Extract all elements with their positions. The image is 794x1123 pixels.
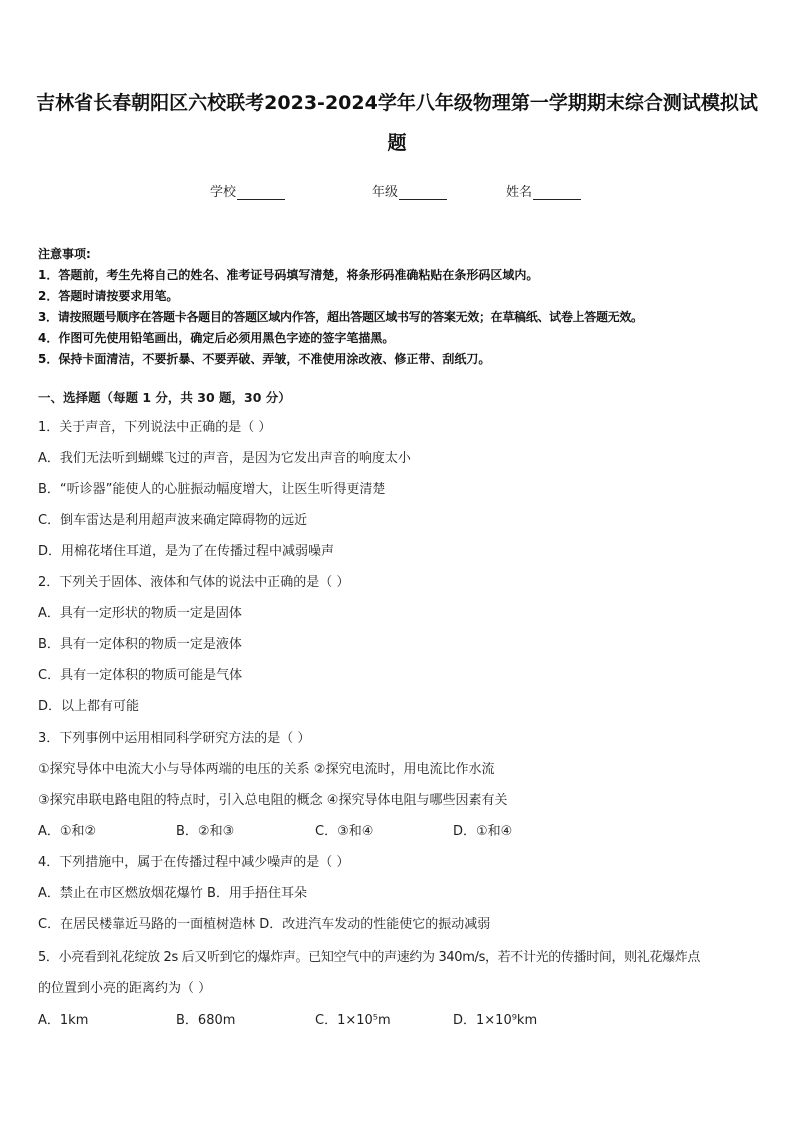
question-3-stem: 3．下列事例中运用相同科学研究方法的是（ ）: [38, 731, 311, 746]
question-1-option-a: A．我们无法听到蝴蝶飞过的声音，是因为它发出声音的响度太小: [38, 451, 411, 466]
note-item: 2．答题时请按要求用笔。: [38, 289, 179, 303]
question-2-option-d: D．以上都有可能: [38, 699, 140, 714]
school-label: 学校: [210, 185, 237, 200]
question-2-option-a: A．具有一定形状的物质一定是固体: [38, 606, 242, 621]
note-item: 4．作图可先使用铅笔画出，确定后必须用黑色字迹的签字笔描黑。: [38, 331, 395, 345]
question-5-option-c: C．1×10⁵m: [315, 1013, 391, 1028]
question-3-option-d: D．①和④: [453, 824, 513, 839]
question-3-option-b: B．②和③: [176, 824, 235, 839]
notes-block: [38, 244, 768, 370]
question-4-options-line-1: A．禁止在市区燃放烟花爆竹 B．用手捂住耳朵: [38, 886, 307, 901]
section-heading: 一、选择题（每题 1 分，共 30 题，30 分）: [38, 390, 291, 405]
question-5-option-a: A．1km: [38, 1013, 89, 1028]
school-field: [210, 181, 285, 200]
notes-heading: 注意事项:: [38, 247, 91, 261]
question-3-items-line-2: ③探究串联电路电阻的特点时，引入总电阻的概念 ④探究导体电阻与哪些因素有关: [38, 793, 508, 808]
question-2-stem: 2．下列关于固体、液体和气体的说法中正确的是（ ）: [38, 575, 350, 590]
exam-title-line-2: 题: [387, 132, 407, 154]
note-item: 3．请按照题号顺序在答题卡各题目的答题区域内作答，超出答题区域书写的答案无效；在草稿纸、试卷上答题无效。: [38, 310, 643, 324]
grade-blank: [399, 187, 447, 200]
grade-field: [372, 181, 447, 200]
question-3-option-c: C．③和④: [315, 824, 374, 839]
question-1-option-d: D．用棉花堵住耳道，是为了在传播过程中减弱噪声: [38, 544, 335, 559]
question-1-option-c: C．倒车雷达是利用超声波来确定障碍物的远近: [38, 513, 308, 528]
school-blank: [237, 187, 285, 200]
exam-title-line-1: 吉林省长春朝阳区六校联考2023-2024学年八年级物理第一学期期末综合测试模拟试: [36, 92, 758, 114]
grade-label: 年级: [372, 185, 399, 200]
question-5-option-b: B．680m: [176, 1013, 236, 1028]
question-3-option-a: A．①和②: [38, 824, 97, 839]
question-3-items-line-1: ①探究导体中电流大小与导体两端的电压的关系 ②探究电流时，用电流比作水流: [38, 762, 495, 777]
question-4-options-line-2: C．在居民楼靠近马路的一面植树造林 D．改进汽车发动的性能使它的振动减弱: [38, 917, 491, 932]
question-2-option-b: B．具有一定体积的物质一定是液体: [38, 637, 242, 652]
name-label: 姓名: [506, 185, 533, 200]
question-2-option-c: C．具有一定体积的物质可能是气体: [38, 668, 243, 683]
question-1-stem: 1．关于声音，下列说法中正确的是（ ）: [38, 420, 272, 435]
note-item: 5．保持卡面清洁，不要折暴、不要弄破、弄皱，不准使用涂改液、修正带、刮纸刀。: [38, 352, 491, 366]
question-5-option-d: D．1×10⁹km: [453, 1013, 538, 1028]
note-item: 1．答题前，考生先将自己的姓名、准考证号码填写清楚，将条形码准确粘贴在条形码区域内。: [38, 268, 539, 282]
question-4-stem: 4．下列措施中，属于在传播过程中减少噪声的是（ ）: [38, 855, 350, 870]
question-5-stem-line-1: 5．小亮看到礼花绽放 2s 后又听到它的爆炸声。已知空气中的声速约为 340m/s，若不计光的传播时间，则礼花爆炸点: [38, 950, 701, 965]
name-field: [506, 181, 581, 200]
question-5-stem-line-2: 的位置到小亮的距离约为（ ）: [38, 981, 212, 996]
question-1-option-b: B．“听诊器”能使人的心脏振动幅度增大，让医生听得更清楚: [38, 482, 386, 497]
name-blank: [533, 187, 581, 200]
